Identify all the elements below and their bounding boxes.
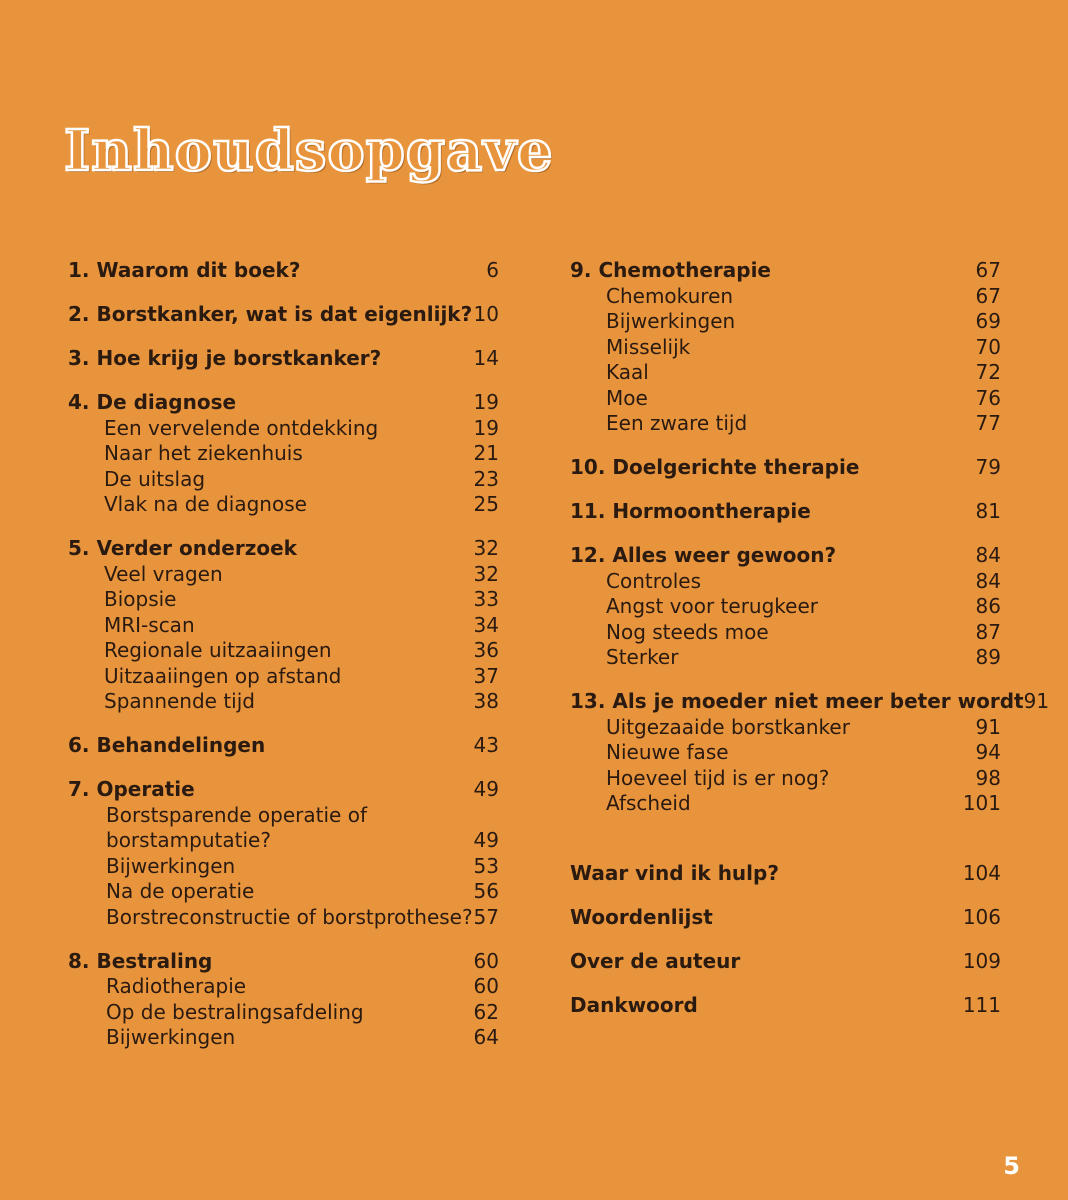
toc-entry-page: 56 bbox=[473, 879, 499, 903]
toc-spacer bbox=[570, 671, 1001, 690]
toc-entry-label: Regionale uitzaaiingen bbox=[104, 638, 332, 662]
toc-entry-page: 67 bbox=[975, 283, 1001, 308]
toc-entry-label: Waar vind ik hulp? bbox=[570, 860, 779, 885]
toc-subsection[interactable] bbox=[68, 562, 499, 588]
toc-entry-page: 72 bbox=[975, 360, 1001, 384]
toc-entry-label: 1. Waarom dit boek? bbox=[68, 258, 301, 282]
toc-entry-page: 64 bbox=[473, 1025, 499, 1049]
toc-subsection[interactable] bbox=[570, 620, 1001, 646]
toc-subsection[interactable] bbox=[570, 386, 1001, 412]
toc-entry-label: Nieuwe fase bbox=[606, 740, 729, 764]
toc-entry-page: 91 bbox=[975, 714, 1001, 739]
toc-entry-page: 36 bbox=[473, 638, 499, 662]
toc-subsection[interactable] bbox=[570, 594, 1001, 620]
toc-subsection[interactable] bbox=[68, 828, 499, 854]
toc-entry-page: 84 bbox=[975, 568, 1001, 593]
toc-entry-page: 19 bbox=[473, 390, 499, 414]
toc-appendix-entry[interactable] bbox=[570, 905, 1001, 931]
toc-right-column bbox=[570, 258, 1050, 1018]
toc-entry-page: 67 bbox=[975, 258, 1001, 282]
toc-entry-label: Sterker bbox=[606, 645, 679, 669]
toc-entry-page: 6 bbox=[486, 258, 499, 282]
toc-entry-label: Over de auteur bbox=[570, 948, 741, 973]
toc-spacer bbox=[570, 886, 1001, 905]
toc-entry-label: Moe bbox=[606, 385, 648, 410]
toc-entry-page: 25 bbox=[473, 492, 499, 516]
toc-spacer bbox=[570, 974, 1001, 993]
toc-entry-page: 43 bbox=[473, 733, 499, 757]
toc-subsection[interactable] bbox=[570, 740, 1001, 766]
toc-chapter[interactable] bbox=[68, 302, 499, 328]
toc-entry-page: 34 bbox=[473, 612, 499, 637]
toc-entry-page: 89 bbox=[975, 645, 1001, 669]
toc-subsection[interactable] bbox=[68, 803, 499, 829]
toc-subsection[interactable] bbox=[570, 791, 1001, 817]
toc-subsection[interactable] bbox=[68, 492, 499, 518]
toc-subsection[interactable] bbox=[570, 360, 1001, 386]
toc-entry-label: Naar het ziekenhuis bbox=[104, 441, 303, 465]
toc-entry-label: Spannende tijd bbox=[104, 689, 255, 713]
toc-chapter[interactable] bbox=[68, 949, 499, 975]
toc-entry-page: 86 bbox=[975, 594, 1001, 618]
toc-entry-page: 109 bbox=[962, 948, 1001, 973]
toc-chapter[interactable] bbox=[68, 777, 499, 803]
toc-entry-page: 53 bbox=[473, 853, 499, 878]
toc-entry-page: 70 bbox=[975, 334, 1001, 359]
toc-entry-label: Controles bbox=[606, 568, 702, 593]
toc-appendix-entry[interactable] bbox=[570, 993, 1001, 1019]
toc-entry-label: Bijwerkingen bbox=[606, 309, 736, 333]
toc-entry-label: 4. De diagnose bbox=[68, 390, 237, 414]
toc-entry-page: 38 bbox=[473, 689, 499, 713]
toc-entry-page: 57 bbox=[473, 904, 499, 929]
toc-entry-page: 33 bbox=[473, 587, 499, 611]
toc-entry-page: 94 bbox=[975, 740, 1001, 764]
toc-subsection[interactable] bbox=[68, 1025, 499, 1051]
toc-entry-label: 3. Hoe krijg je borstkanker? bbox=[68, 346, 382, 370]
toc-subsection[interactable] bbox=[570, 645, 1001, 671]
toc-entry-page: 106 bbox=[962, 904, 1001, 929]
toc-entry-label: Een vervelende ontdekking bbox=[104, 415, 379, 440]
toc-entry-label: De uitslag bbox=[104, 466, 206, 491]
toc-entry-label: Borstsparende operatie of bbox=[106, 802, 367, 827]
toc-entry-label: Uitzaaiingen op afstand bbox=[104, 663, 342, 688]
toc-chapter[interactable] bbox=[68, 390, 499, 416]
toc-entry-label: 6. Behandelingen bbox=[68, 733, 266, 757]
toc-entry-page: 14 bbox=[473, 346, 499, 370]
toc-entry-label: 2. Borstkanker, wat is dat eigenlijk? bbox=[68, 302, 473, 326]
toc-entry-page: 32 bbox=[473, 536, 499, 560]
toc-entry-label: Kaal bbox=[606, 360, 649, 384]
toc-entry-page: 81 bbox=[975, 499, 1001, 523]
toc-left-column bbox=[68, 258, 499, 1051]
toc-entry-page: 79 bbox=[975, 455, 1001, 479]
toc-subsection[interactable] bbox=[570, 335, 1001, 361]
toc-subsection[interactable] bbox=[68, 416, 499, 442]
toc-appendix-entry[interactable] bbox=[570, 949, 1001, 975]
toc-spacer bbox=[570, 481, 1001, 500]
toc-subsection[interactable] bbox=[570, 309, 1001, 335]
toc-entry-label: Biopsie bbox=[104, 587, 177, 611]
toc-subsection[interactable] bbox=[68, 879, 499, 905]
toc-spacer bbox=[68, 372, 499, 391]
toc-subsection[interactable] bbox=[570, 766, 1001, 792]
toc-subsection[interactable] bbox=[68, 587, 499, 613]
toc-entry-page: 111 bbox=[962, 992, 1001, 1017]
toc-entry-page: 77 bbox=[975, 411, 1001, 435]
toc-subsection[interactable] bbox=[68, 905, 499, 931]
toc-entry-label: 5. Verder onderzoek bbox=[68, 536, 297, 560]
toc-entry-page: 21 bbox=[473, 441, 499, 465]
toc-entry-label: Borstreconstructie of borstprothese? bbox=[106, 904, 473, 929]
toc-spacer bbox=[68, 759, 499, 778]
toc-spacer bbox=[68, 518, 499, 537]
toc-entry-page: 101 bbox=[962, 791, 1001, 815]
page-title: Inhoudsopgave bbox=[64, 118, 554, 184]
toc-entry-label: borstamputatie? bbox=[106, 828, 271, 852]
toc-entry-label: Afscheid bbox=[606, 791, 691, 815]
toc-subsection[interactable] bbox=[570, 411, 1001, 437]
toc-entry-page: 49 bbox=[473, 828, 499, 852]
toc-entry-label: Uitgezaaide borstkanker bbox=[606, 714, 850, 739]
toc-entry-page: 104 bbox=[962, 860, 1001, 885]
toc-entry-label: Bijwerkingen bbox=[106, 853, 236, 878]
toc-entry-label: Vlak na de diagnose bbox=[104, 492, 307, 516]
toc-subsection[interactable] bbox=[570, 569, 1001, 595]
toc-chapter[interactable] bbox=[68, 733, 499, 759]
toc-entry-label: Een zware tijd bbox=[606, 411, 748, 435]
toc-entry-label: Misselijk bbox=[606, 334, 691, 359]
toc-spacer bbox=[68, 328, 499, 347]
toc-entry-label: Dankwoord bbox=[570, 992, 698, 1017]
toc-entry-label: 9. Chemotherapie bbox=[570, 258, 771, 282]
toc-chapter[interactable] bbox=[68, 536, 499, 562]
toc-entry-page: 60 bbox=[473, 948, 499, 973]
toc-chapter[interactable] bbox=[570, 689, 1050, 715]
toc-appendix-entry[interactable] bbox=[570, 861, 1001, 887]
toc-entry-label: Radiotherapie bbox=[106, 974, 247, 998]
toc-chapter[interactable] bbox=[570, 499, 1001, 525]
toc-entry-page: 98 bbox=[975, 765, 1001, 790]
toc-subsection[interactable] bbox=[68, 1000, 499, 1026]
toc-entry-page: 62 bbox=[473, 999, 499, 1024]
toc-subsection[interactable] bbox=[68, 613, 499, 639]
toc-chapter[interactable] bbox=[68, 258, 499, 284]
toc-subsection[interactable] bbox=[68, 441, 499, 467]
toc-subsection[interactable] bbox=[68, 467, 499, 493]
toc-entry-label: 12. Alles weer gewoon? bbox=[570, 543, 837, 567]
toc-entry-page: 76 bbox=[975, 385, 1001, 410]
toc-entry-page: 10 bbox=[473, 302, 499, 326]
toc-subsection[interactable] bbox=[68, 974, 499, 1000]
toc-entry-page: 91 bbox=[1023, 689, 1050, 713]
toc-entry-label: 13. Als je moeder niet meer beter wordt bbox=[570, 689, 1024, 713]
toc-chapter[interactable] bbox=[68, 346, 499, 372]
toc-entry-page: 23 bbox=[473, 466, 499, 491]
toc-entry-page: 84 bbox=[975, 543, 1001, 567]
toc-subsection[interactable] bbox=[68, 664, 499, 690]
toc-entry-label: Na de operatie bbox=[106, 879, 255, 903]
toc-spacer bbox=[570, 437, 1001, 456]
toc-entry-page: 69 bbox=[975, 309, 1001, 333]
toc-spacer bbox=[570, 525, 1001, 544]
toc-entry-label: Woordenlijst bbox=[570, 904, 713, 929]
toc-entry-page: 19 bbox=[473, 415, 499, 440]
toc-entry-page: 60 bbox=[473, 974, 499, 998]
toc-entry-page: 87 bbox=[975, 619, 1001, 644]
toc-entry-label: Op de bestralingsafdeling bbox=[106, 999, 364, 1024]
toc-subsection[interactable] bbox=[68, 689, 499, 715]
toc-subsection[interactable] bbox=[68, 854, 499, 880]
toc-entry-page: 37 bbox=[473, 663, 499, 688]
toc-spacer bbox=[68, 930, 499, 949]
toc-subsection[interactable] bbox=[68, 638, 499, 664]
toc-entry-page: 49 bbox=[473, 777, 499, 801]
toc-spacer bbox=[570, 817, 1001, 861]
toc-entry-label: 11. Hormoontherapie bbox=[570, 499, 811, 523]
toc-entry-label: Nog steeds moe bbox=[606, 619, 769, 644]
toc-spacer bbox=[68, 715, 499, 734]
toc-chapter[interactable] bbox=[570, 258, 1001, 284]
toc-spacer bbox=[570, 930, 1001, 949]
toc-subsection[interactable] bbox=[570, 284, 1001, 310]
toc-entry-label: Veel vragen bbox=[104, 561, 223, 586]
toc-entry-page: 32 bbox=[473, 561, 499, 586]
toc-chapter[interactable] bbox=[570, 543, 1001, 569]
toc-entry-label: MRI-scan bbox=[104, 612, 195, 637]
toc-spacer bbox=[68, 284, 499, 303]
toc-entry-label: Angst voor terugkeer bbox=[606, 594, 819, 618]
toc-entry-label: 8. Bestraling bbox=[68, 948, 213, 973]
toc-entry-label: 7. Operatie bbox=[68, 777, 195, 801]
toc-entry-label: Chemokuren bbox=[606, 283, 734, 308]
toc-entry-label: 10. Doelgerichte therapie bbox=[570, 455, 860, 479]
page-number: 5 bbox=[1003, 1152, 1020, 1180]
toc-entry-label: Bijwerkingen bbox=[106, 1025, 236, 1049]
toc-chapter[interactable] bbox=[570, 455, 1001, 481]
toc-entry-label: Hoeveel tijd is er nog? bbox=[606, 765, 830, 790]
toc-subsection[interactable] bbox=[570, 715, 1001, 741]
